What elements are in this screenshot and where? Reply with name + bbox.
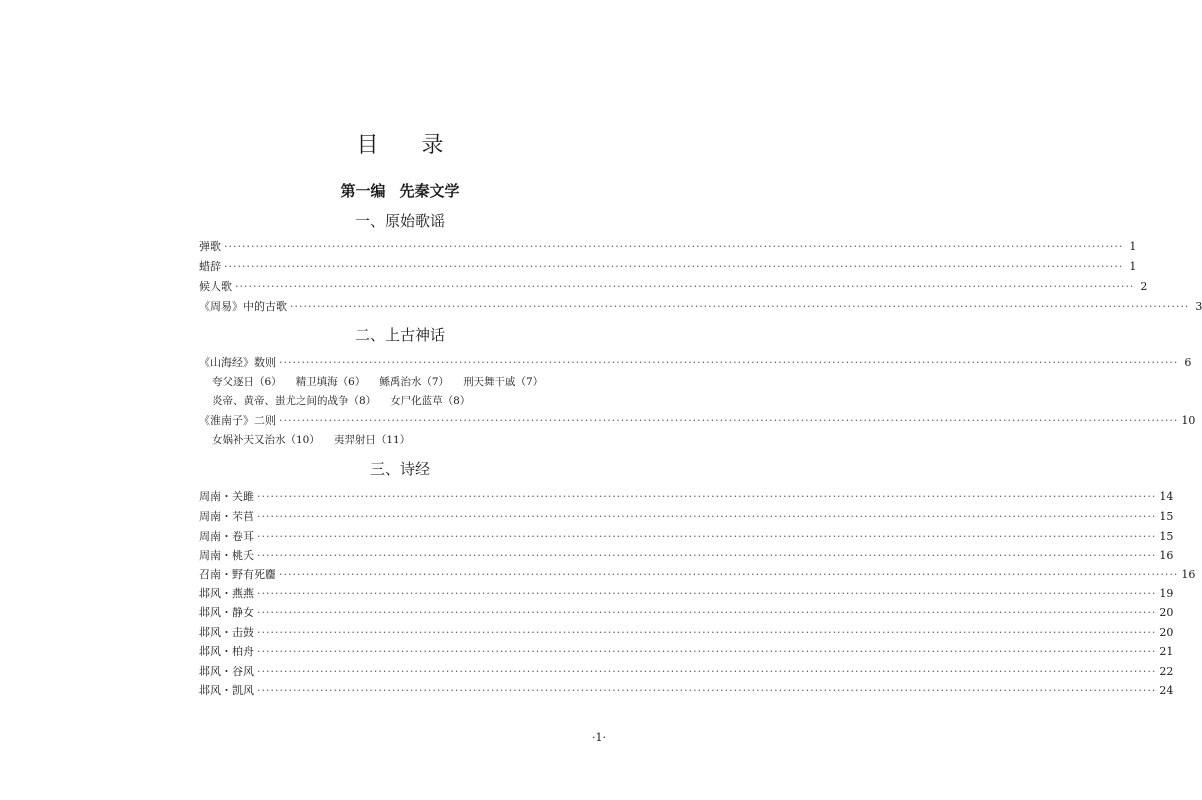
leader-dots: ········································································································································································································ [224, 240, 1124, 253]
sub-entry[interactable]: 女尸化蓝草（8） [390, 395, 471, 407]
leader-dots: ········································································································································································································ [257, 530, 1157, 543]
toc-entry[interactable] [199, 508, 1174, 528]
page-number: ·1· [592, 731, 606, 744]
toc-entry-page: 16 [1159, 549, 1174, 562]
toc-entry[interactable] [199, 278, 1148, 298]
toc-entry-title: 《山海经》数则 [199, 356, 276, 369]
toc-entry-title: 邶风・击鼓 [199, 626, 254, 639]
toc-entry-page: 22 [1159, 665, 1174, 678]
toc-entry-title: 弹歌 [199, 240, 221, 253]
sub-entry[interactable]: 女娲补天又治水（10） [212, 434, 320, 446]
sub-entry[interactable]: 夷羿射日（11） [333, 434, 411, 446]
sub-entries-line [212, 374, 557, 389]
toc-entry-page: 19 [1159, 587, 1174, 600]
toc-entry-title: 周南・芣苢 [199, 510, 254, 523]
leader-dots: ········································································································································································································ [257, 626, 1157, 639]
toc-entry-title: 周南・桃夭 [199, 549, 254, 562]
toc-entry-title: 邶风・静女 [199, 606, 254, 619]
toc-entry-title: 召南・野有死麕 [199, 568, 276, 581]
leader-dots: ········································································································································································································ [257, 490, 1157, 503]
part-label: 第一编 [340, 182, 386, 200]
leader-dots: ········································································································································································································ [235, 280, 1135, 293]
toc-entry-page: 15 [1159, 530, 1174, 543]
toc-entry-title: 邶风・凯风 [199, 684, 254, 697]
toc-entry-page: 10 [1181, 414, 1196, 427]
leader-dots: ········································································································································································································ [257, 606, 1157, 619]
toc-entry[interactable] [199, 643, 1174, 663]
toc-entry-page: 1 [1129, 240, 1137, 253]
leader-dots: ········································································································································································································ [257, 645, 1157, 658]
toc-entry-title: 邶风・柏舟 [199, 645, 254, 658]
leader-dots: ········································································································································································································ [290, 300, 1190, 313]
sub-entry[interactable]: 炎帝、黄帝、蚩尤之间的战争（8） [212, 395, 377, 407]
toc-entry-page: 21 [1159, 645, 1174, 658]
toc-entry-page: 20 [1159, 626, 1174, 639]
toc-entry[interactable] [199, 238, 1137, 258]
leader-dots: ········································································································································································································ [257, 665, 1157, 678]
toc-entry[interactable] [199, 488, 1174, 508]
section-heading: 二、上古神话 [354, 326, 445, 344]
toc-entry-page: 20 [1159, 606, 1174, 619]
toc-entry[interactable] [199, 354, 1192, 374]
leader-dots: ········································································································································································································ [257, 587, 1157, 600]
toc-entry-title: 邶风・燕燕 [199, 587, 254, 600]
sub-entry[interactable]: 精卫填海（6） [295, 376, 366, 388]
sub-entries-line [212, 432, 424, 447]
toc-entry-title: 蜡辞 [199, 260, 221, 273]
section-heading: 三、诗经 [369, 460, 430, 478]
leader-dots: ········································································································································································································ [279, 414, 1179, 427]
toc-entry-page: 1 [1129, 260, 1137, 273]
section-heading: 一、原始歌谣 [354, 212, 445, 230]
toc-entry[interactable] [199, 585, 1174, 605]
sub-entry[interactable]: 鲧禹治水（7） [379, 376, 450, 388]
toc-entry[interactable] [199, 258, 1137, 278]
toc-entry[interactable] [199, 624, 1174, 644]
toc-entry-title: 周南・卷耳 [199, 530, 254, 543]
leader-dots: ········································································································································································································ [224, 260, 1124, 273]
toc-entry-title: 《淮南子》二则 [199, 414, 276, 427]
toc-entry-page: 3 [1195, 300, 1202, 313]
leader-dots: ········································································································································································································ [279, 568, 1179, 581]
toc-entry-page: 24 [1159, 684, 1174, 697]
toc-entry-title: 邶风・谷风 [199, 665, 254, 678]
toc-entry-title: 候人歌 [199, 280, 232, 293]
sub-entry[interactable]: 夸父逐日（6） [212, 376, 282, 388]
sub-entries-line [212, 393, 484, 408]
toc-entry[interactable] [199, 663, 1174, 683]
leader-dots: ········································································································································································································ [257, 549, 1157, 562]
toc-entry[interactable] [199, 528, 1174, 548]
toc-entry-title: 周南・关雎 [199, 490, 254, 503]
toc-entry-page: 6 [1184, 356, 1192, 369]
leader-dots: ········································································································································································································ [257, 684, 1157, 697]
toc-entry[interactable] [199, 682, 1174, 702]
toc-entry[interactable] [199, 412, 1196, 432]
toc-entry[interactable] [199, 604, 1174, 624]
page-title: 目 录 [356, 133, 462, 158]
leader-dots: ········································································································································································································ [279, 356, 1179, 369]
toc-entry-page: 15 [1159, 510, 1174, 523]
part-name: 先秦文学 [399, 182, 460, 200]
toc-entry-title: 《周易》中的古歌 [199, 300, 287, 313]
toc-entry-page: 16 [1181, 568, 1196, 581]
toc-entry[interactable] [199, 547, 1174, 567]
toc-entry-page: 2 [1140, 280, 1148, 293]
toc-entry[interactable] [199, 566, 1196, 586]
part-heading [0, 180, 800, 201]
sub-entry[interactable]: 刑天舞干戚（7） [463, 376, 544, 388]
leader-dots: ········································································································································································································ [257, 510, 1157, 523]
toc-entry[interactable] [199, 298, 1202, 318]
toc-entry-page: 14 [1159, 490, 1174, 503]
